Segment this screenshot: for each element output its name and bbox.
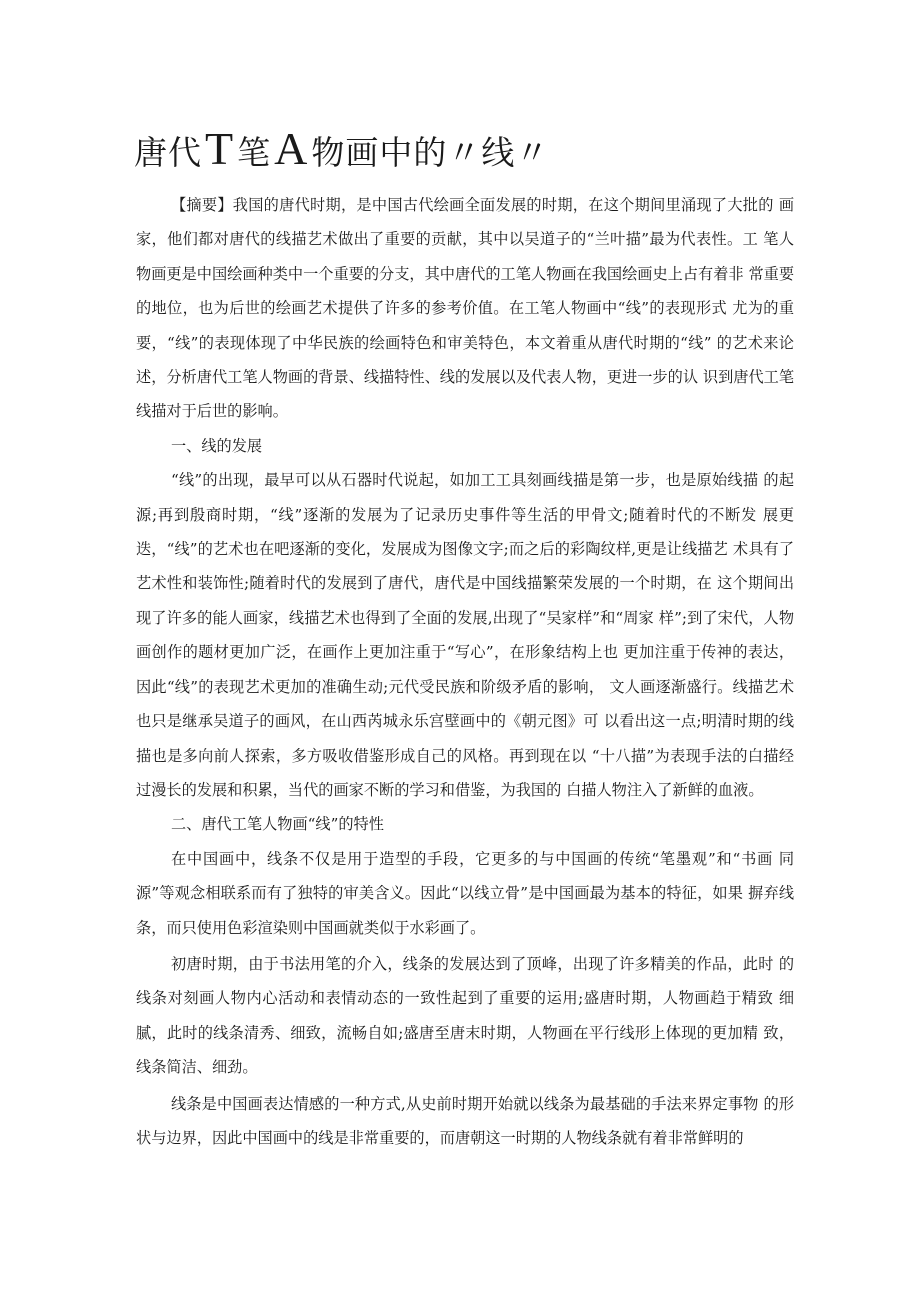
title-part-1: 唐代 <box>134 133 202 172</box>
section1-line: 文人画逐渐盛行。线描艺术也只是继承吴道子的画风，在山西芮城永乐宫壁画中的《朝元图》可 <box>136 677 795 731</box>
section2-paragraph-3 <box>136 1087 794 1156</box>
document-body <box>136 188 794 1155</box>
section2-line: 初唐时期，由于书法用笔的介入，线条的发展达到了顶峰，出现了许多精美的作品，此时 <box>170 954 774 973</box>
section1-line: 展更迭，“线”的艺术也在吧逐渐的变化，发展成为图像文字;而之后的彩陶纹样,更是让线描艺 <box>136 505 795 559</box>
section1-line: 术具有了艺术性和装饰性;随着时代的发展到了唐代，唐代是中国线描繁荣发展的一个时期，在 <box>136 540 795 593</box>
abstract-line: 笔人物画更是中国绘画种类中一个重要的分支，其中唐代的工笔人物画在我国绘画史上占有着非 <box>136 230 795 283</box>
section1-line: “十八描”为表现手法的白描经过漫长的发展和积累，当代的画家不断的学习和借鉴，为我国的 <box>136 746 795 799</box>
section1-line: 这个期间出现了许多的能人画家，线描艺术也得到了全面的发展,出现了“吴家样”和“周家 <box>136 574 795 627</box>
title-part-2: T <box>205 123 235 174</box>
section2-line: 细腻，此时的线条清秀、细致，流畅自如;盛唐至唐末时期，人物画在平行线形上体现的更加精 <box>136 989 794 1042</box>
abstract-line: 识到唐代工笔线描对于后世的影响。 <box>136 368 795 421</box>
section2-paragraph-1 <box>136 842 794 945</box>
section2-line: 致，线条简洁、细劲。 <box>136 1023 795 1077</box>
section2-line: 摒弃线条，而只使用色彩渲染则中国画就类似于水彩画了。 <box>136 884 795 937</box>
section-heading: 一、线的发展 <box>170 436 263 455</box>
abstract-line: 尤为的重要，“线”的表现体现了中华民族的绘画特色和审美特色，本文着重从唐代时期的“线” <box>136 299 795 352</box>
section1-paragraph <box>136 463 794 807</box>
section1-line: 以看出这一点;明清时期的线描也是多向前人探索，多方吸收借鉴形成自己的风格。再到现在以 <box>136 712 795 765</box>
abstract-line: 常重要的地位，也为后世的绘画艺术提供了许多的参考价值。在工笔人物画中“线”的表现形式 <box>136 264 795 318</box>
abstract-line: 【摘要】我国的唐代时期，是中国古代绘画全面发展的时期，在这个期间里涌现了大批的 <box>170 196 774 214</box>
abstract-paragraph <box>136 188 794 429</box>
abstract-line: 画家，他们都对唐代的线描艺术做出了重要的贡献，其中以吴道子的“兰叶描”最为代表性。工 <box>136 196 795 249</box>
section1-line: 的起源;再到殷商时期，“线”逐渐的发展为了记录历史事件等生活的甲骨文;随着时代的不断发 <box>136 471 795 524</box>
section2-paragraph-2 <box>136 947 794 1085</box>
section1-line: 样”;到了宋代，人物画创作的题材更加广泛，在画作上更加注重于“写心”，在形象结构上也 <box>136 608 795 662</box>
title-part-3: 笔 <box>237 133 272 172</box>
section2-line: 在中国画中，线条不仅是用于造型的手段，它更多的与中国画的传统“笔墨观”和“书画 <box>170 849 774 868</box>
section1-line: 更加注重于传神的表达，因此“线”的表现艺术更加的准确生动;元代受民族和阶级矛盾的影响， <box>136 643 795 696</box>
section2-line: 线条是中国画表达情感的一种方式,从史前时期开始就以线条为最基础的手法来界定事物 <box>170 1094 759 1113</box>
section1-line: “线”的出现，最早可以从石器时代说起，如加工工具刻画线描是第一步，也是原始线描 <box>170 471 759 490</box>
title-part-5: 物画中的〃线〃 <box>311 133 550 172</box>
section2-line: 同源”等观念相联系而有了独特的审美含义。因此“以线立骨”是中国画最为基本的特征，如果 <box>136 849 794 903</box>
document-title <box>134 122 834 180</box>
abstract-line: 的艺术来论述，分析唐代工笔人物画的背景、线描特性、线的发展以及代表人物，更进一步的认 <box>136 333 794 387</box>
section-heading: 二、唐代工笔人物画“线”的特性 <box>170 815 384 834</box>
title-part-4: A <box>274 123 309 174</box>
section1-line: 白描人物注入了新鲜的血液。 <box>566 780 764 799</box>
section2-line: 的形状与边界，因此中国画中的线是非常重要的，而唐朝这一时期的人物线条就有着非常鲜明的 <box>136 1094 795 1147</box>
section2-line: 的线条对刻画人物内心活动和表情动态的一致性起到了重要的运用;盛唐时期，人物画趋于精致 <box>136 954 795 1008</box>
